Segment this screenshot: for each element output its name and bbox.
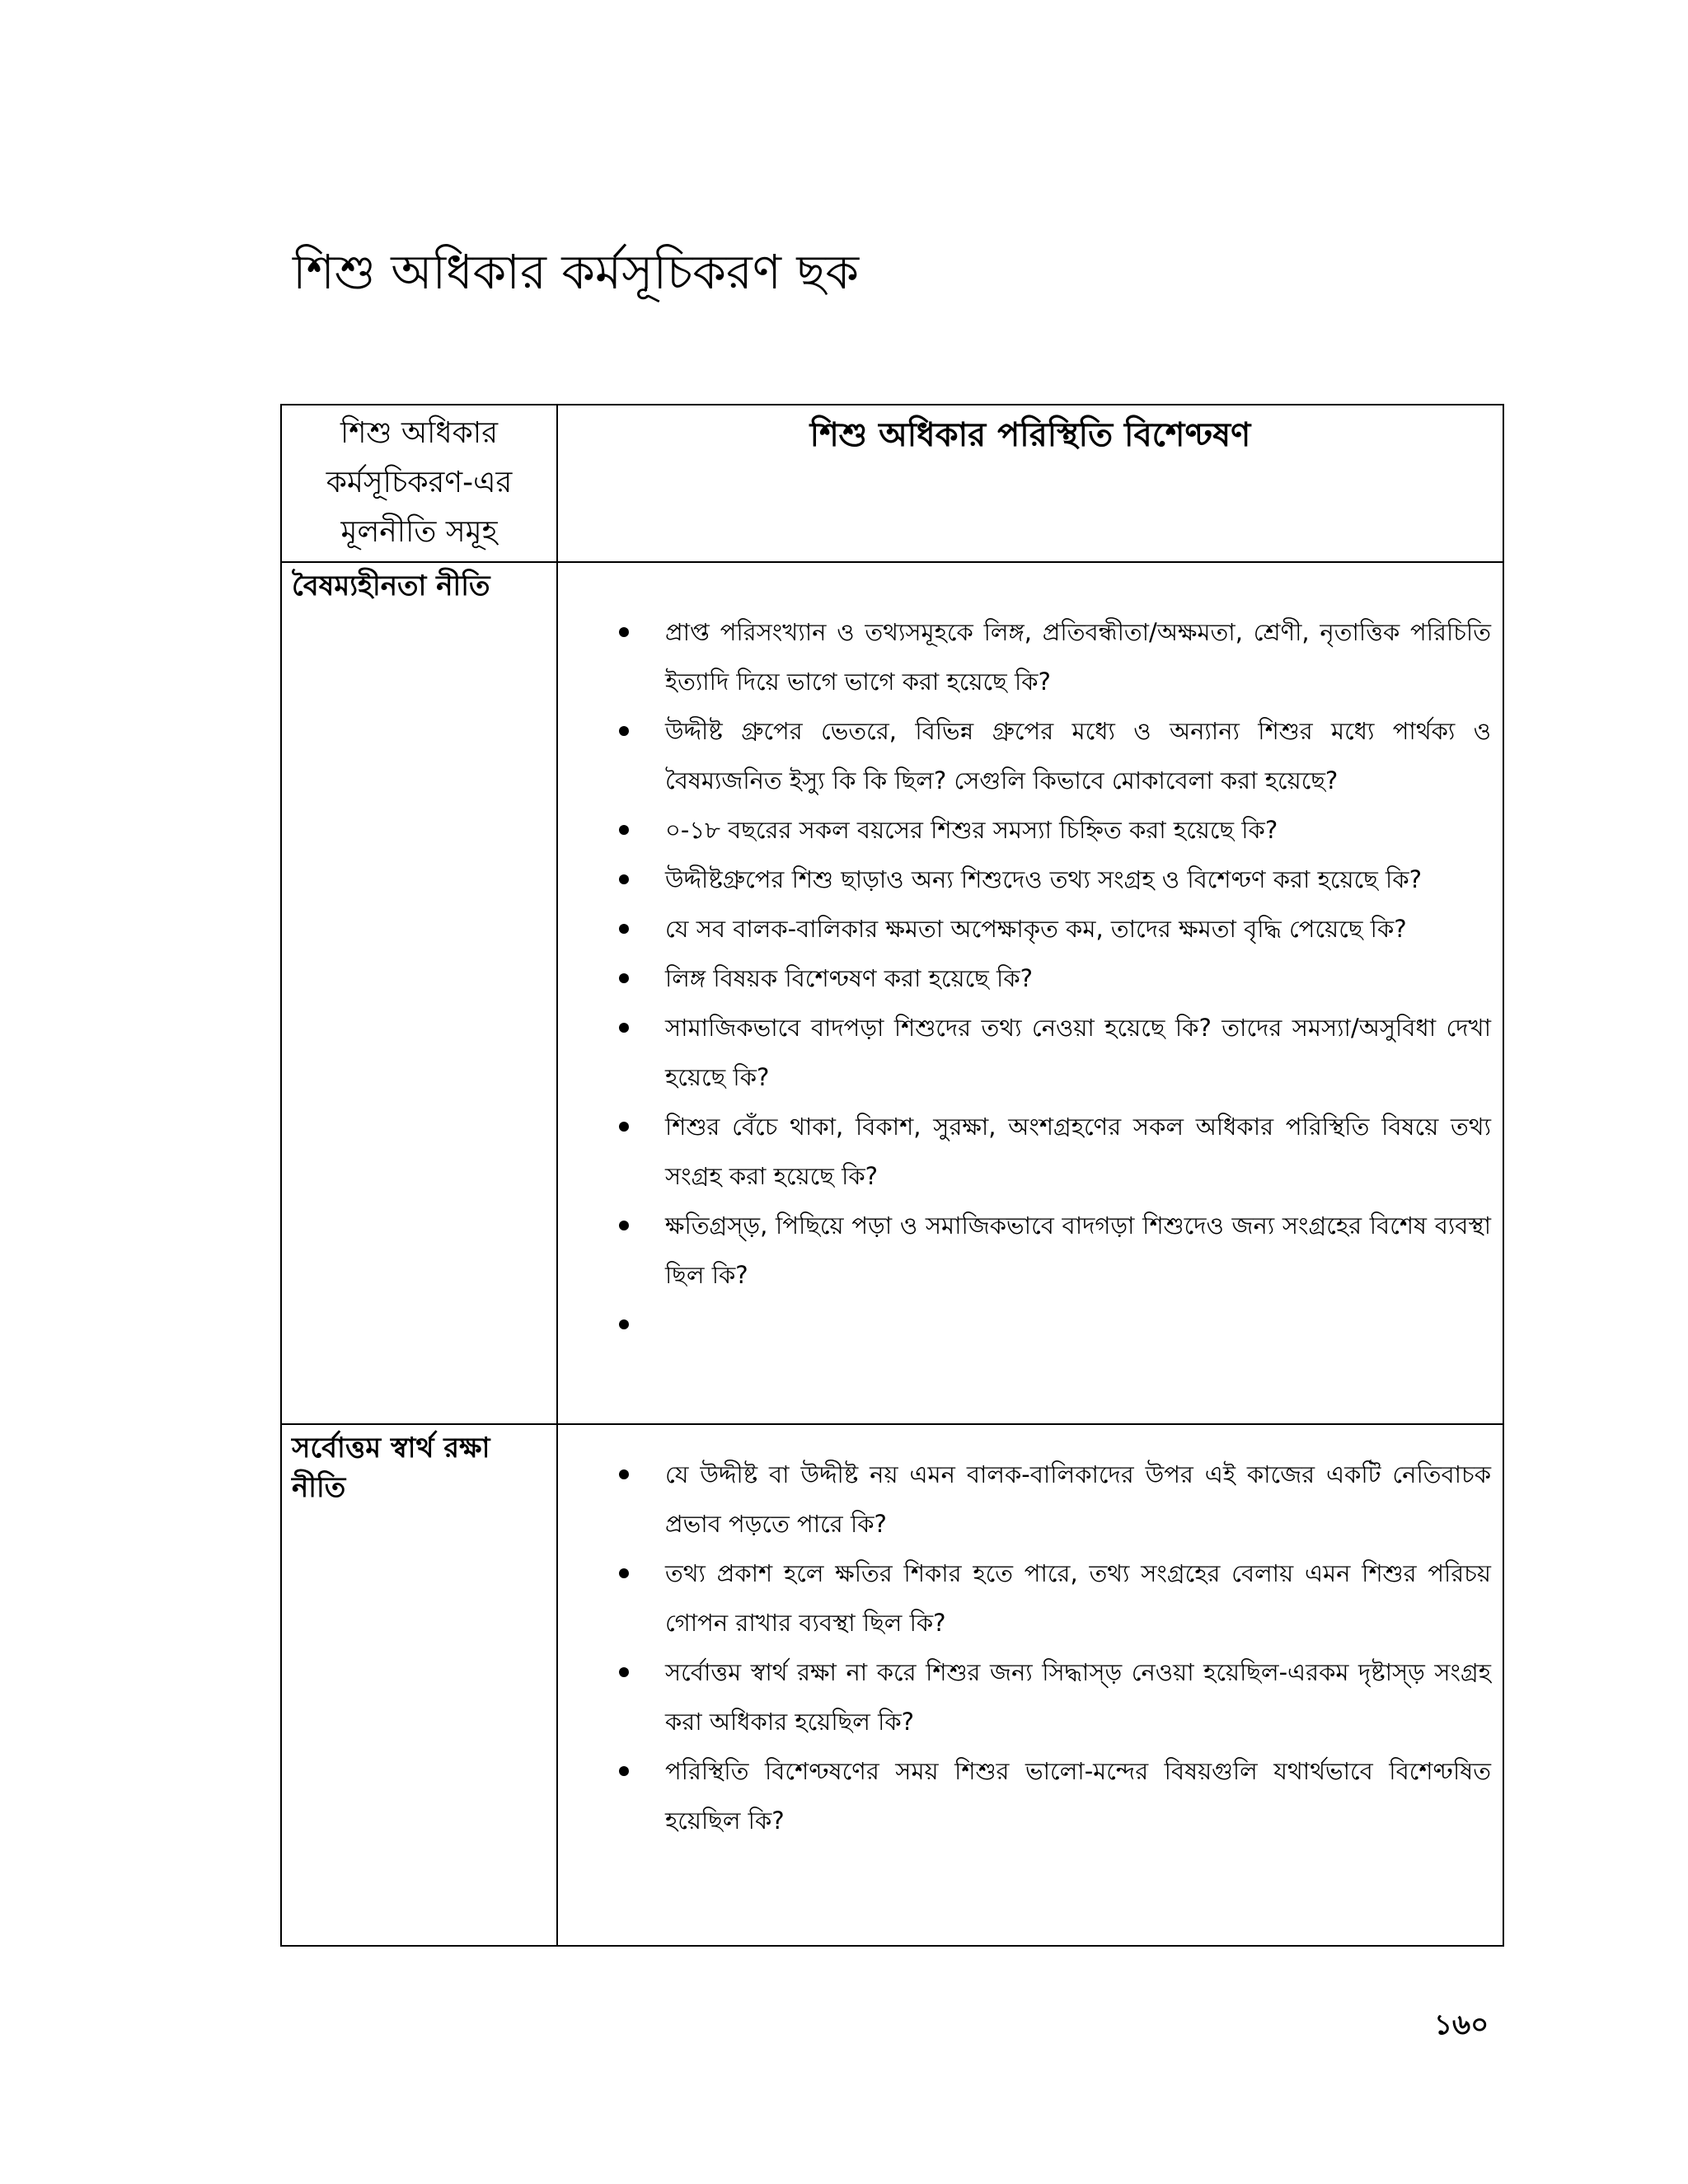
table-header-row [281,405,1503,562]
header-principles-line: মূলনীতি সমূহ [340,515,498,549]
table-row [281,1424,1503,1946]
header-principles-cell [281,405,557,562]
bullet-icon [619,1221,629,1230]
checklist-item-text: সামাজিকভাবে বাদপড়া শিশুদের তথ্য নেওয়া হয়েছে কি? তাদের সমস্যা/অসুবিধা দেখা হয়েছে কি? [665,1014,1491,1091]
checklist-item-text: উদ্দীষ্টগ্রুপের শিশু ছাড়াও অন্য শিশুদেও তথ্য সংগ্রহ ও বিশেণ্ঢণ করা হয়েছে কি? [665,865,1423,893]
page-number: ১৬০ [1434,2008,1489,2041]
checklist-table [280,404,1504,1947]
checklist-item [558,855,1503,904]
principle-label: সর্বোত্তম স্বার্থ রক্ষা [292,1432,490,1465]
bullet-icon [619,973,629,983]
checklist-item-text: শিশুর বেঁচে থাকা, বিকাশ, সুরক্ষা, অংশগ্রহণের সকল অধিকার পরিস্থিতি বিষয়ে তথ্য সংগ্রহ করা হয়েছে কি? [665,1113,1491,1190]
bullet-icon [619,1568,629,1578]
checklist-item [558,1003,1503,1102]
bullet-icon [619,1766,629,1776]
analysis-cell [557,1424,1503,1946]
checklist-item [558,607,1503,706]
bullet-icon [619,1122,629,1132]
bullet-icon [619,924,629,934]
checklist-item [558,904,1503,954]
principle-cell [281,1424,557,1946]
principle-label: বৈষম্যহীনতা নীতি [292,569,490,602]
checklist-item-text: লিঙ্গ বিষয়ক বিশেণ্ঢষণ করা হয়েছে কি? [665,964,1034,992]
principle-cell [281,562,557,1424]
bullet-icon [619,1319,629,1329]
checklist-item-text: সর্বোত্তম স্বার্থ রক্ষা না করে শিশুর জন্য সিদ্ধাস্ড় নেওয়া হয়েছিল-এরকম দৃষ্টাস্ড় সংগ্রহ করা অধিকার হয়েছিল কি? [665,1658,1491,1736]
checklist-item-text: প্রাপ্ত পরিসংখ্যান ও তথ্যসমূহকে লিঙ্গ, প্রতিবন্ধীতা/অক্ষমতা, শ্রেণী, নৃতাত্তিক পরিচিতি ইত্যাদি দিয়ে ভাগে ভাগে করা হয়েছে কি? [665,618,1491,696]
checklist-item-empty [558,1300,1503,1349]
checklist-points [558,1425,1503,1845]
checklist-item [558,706,1503,805]
checklist-item-text: যে সব বালক-বালিকার ক্ষমতা অপেক্ষাকৃত কম, তাদের ক্ষমতা বৃদ্ধি পেয়েছে কি? [665,915,1407,943]
analysis-cell [557,562,1503,1424]
bullet-icon [619,726,629,736]
checklist-item [558,1201,1503,1300]
checklist-item-text: ০-১৮ বছরের সকল বয়সের শিশুর সমস্যা চিহ্নিত করা হয়েছে কি? [665,816,1278,844]
checklist-item-text: উদ্দীষ্ট গ্রুপের ভেতরে, বিভিন্ন গ্রুপের মধ্যে ও অন্যান্য শিশুর মধ্যে পার্থক্য ও বৈষম্যজনিত ইস্যু কি কি ছিল? সেগুলি কিভাবে মোকাবেলা করা হয়েছে? [665,717,1491,794]
bullet-icon [619,1469,629,1479]
checklist-item-text: তথ্য প্রকাশ হলে ক্ষতির শিকার হতে পারে, তথ্য সংগ্রহের বেলায় এমন শিশুর পরিচয় গোপন রাখার ব্যবস্থা ছিল কি? [665,1559,1491,1637]
checklist-points [558,563,1503,1349]
checklist-item-text: ক্ষতিগ্রস্ড়, পিছিয়ে পড়া ও সমাজিকভাবে বাদগড়া শিশুদেও জন্য সংগ্রহের বিশেষ ব্যবস্থা ছিল কি? [665,1212,1491,1289]
bullet-icon [619,1023,629,1033]
header-principles-line: কর্মসূচিকরণ-এর [326,466,513,499]
checklist-item [558,1647,1503,1746]
bullet-icon [619,825,629,835]
checklist-item [558,1746,1503,1845]
checklist-item [558,1549,1503,1647]
checklist-item-text: যে উদ্দীষ্ট বা উদ্দীষ্ট নয় এমন বালক-বালিকাদের উপর এই কাজের একটি নেতিবাচক প্রভাব পড়তে পারে কি? [665,1460,1491,1538]
table-row [281,562,1503,1424]
bullet-icon [619,627,629,637]
checklist-item [558,805,1503,855]
bullet-icon [619,1667,629,1677]
checklist-item [558,1450,1503,1549]
checklist-item-text: পরিস্থিতি বিশেণ্ঢষণের সময় শিশুর ভালো-মন্দের বিষয়গুলি যথার্থভাবে বিশেণ্ঢষিত হয়েছিল কি? [665,1757,1491,1835]
principle-label: নীতি [292,1471,346,1504]
bullet-icon [619,874,629,884]
checklist-item [558,954,1503,1003]
checklist-item [558,1102,1503,1201]
page-title: শিশু অধিকার কর্মসূচিকরণ ছক [293,244,860,300]
header-principles-line: শিশু অধিকার [340,416,499,450]
header-analysis-cell: শিশু অধিকার পরিস্থিতি বিশেণ্ঢষণ [557,405,1503,562]
